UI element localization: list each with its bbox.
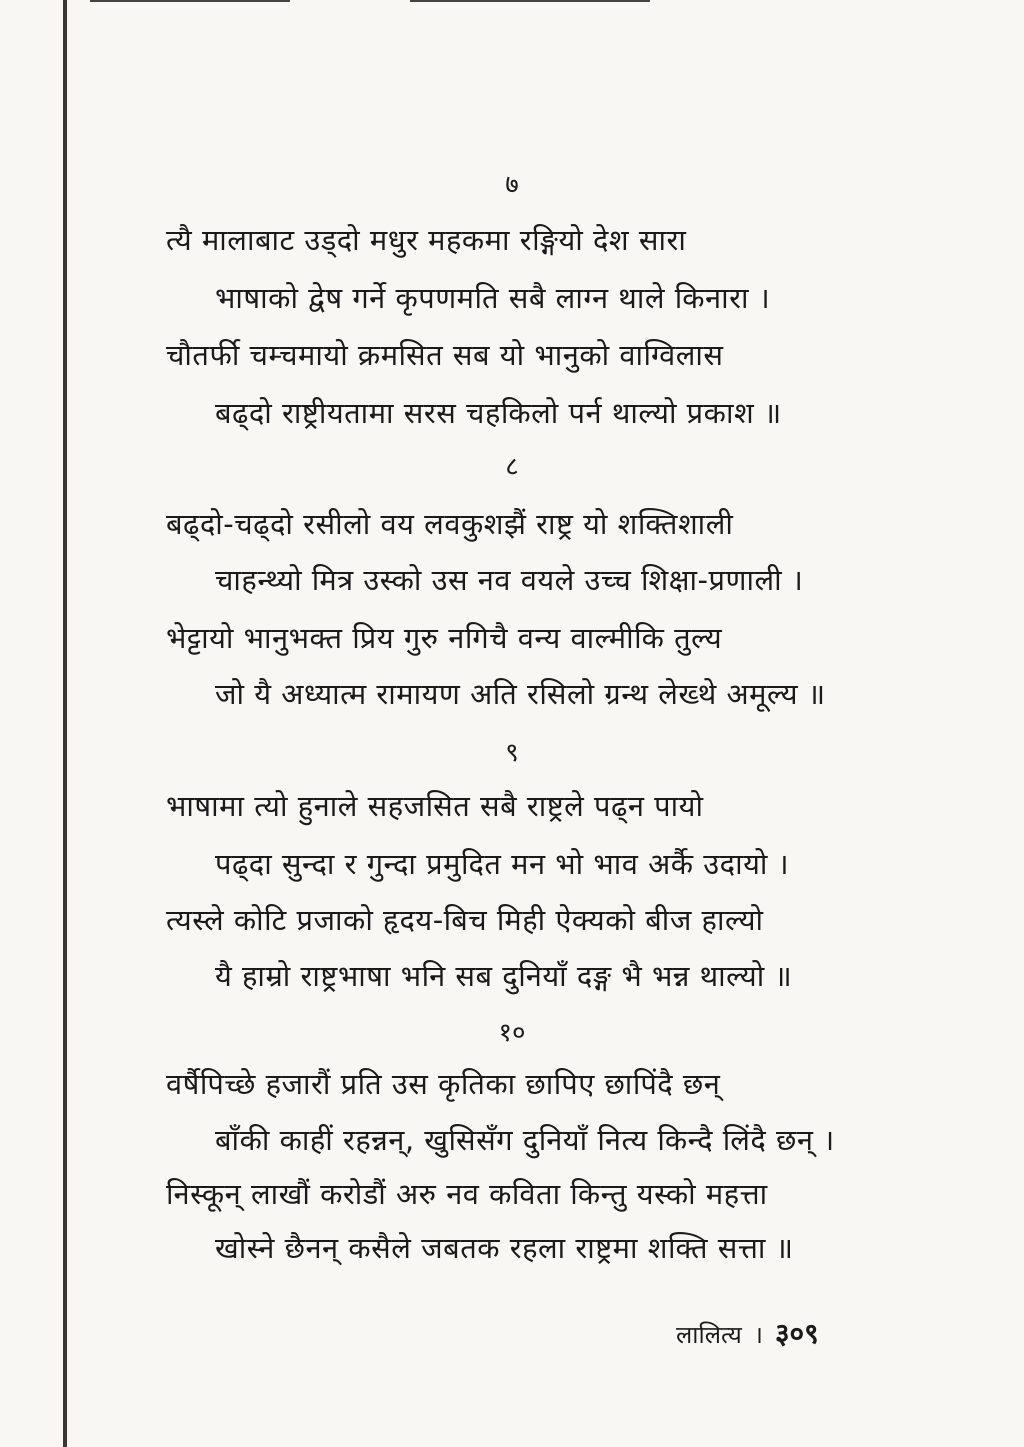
book-title: लालित्य	[676, 1321, 742, 1349]
verse-line: निस्कून् लाखौं करोडौं अरु नव कविता किन्तु यस्को महत्ता	[166, 1177, 768, 1211]
verse-line: भाषामा त्यो हुनाले सहजसित सबै राष्ट्रले पढ्न पायो	[166, 789, 704, 823]
verse-number: ९	[505, 738, 519, 768]
verse-line: जो यै अध्यात्म रामायण अति रसिलो ग्रन्थ लेख्थे अमूल्य ॥	[215, 677, 826, 711]
verse-line: बढ्दो राष्ट्रीयतामा सरस चहकिलो पर्न थाल्यो प्रकाश ॥	[215, 396, 782, 430]
top-rule	[410, 0, 650, 2]
top-rule	[90, 0, 290, 2]
verse-line: यै हाम्रो राष्ट्रभाषा भनि सब दुनियाँ दङ्ग भै भन्न थाल्यो ॥	[215, 959, 793, 993]
verse-line: पढ्दा सुन्दा र गुन्दा प्रमुदित मन भो भाव अर्कै उदायो ।	[215, 847, 790, 881]
verse-number: १०	[498, 1018, 526, 1048]
verse-line: त्यस्ले कोटि प्रजाको हृदय-बिच मिही ऐक्यको बीज हाल्यो	[166, 903, 764, 937]
verse-line: बाँकी काहीं रहन्नन्, खुसिसँग दुनियाँ नित्य किन्दै लिंदै छन् ।	[215, 1123, 835, 1157]
verse-line: भाषाको द्वेष गर्ने कृपणमति सबै लाग्न थाले किनारा ।	[215, 281, 771, 315]
page-number: ३०९	[774, 1317, 819, 1350]
verse-line: खोस्ने छैनन् कसैले जबतक रहला राष्ट्रमा शक्ति सत्ता ॥	[215, 1231, 794, 1265]
verse-line: भेट्टायो भानुभक्त प्रिय गुरु नगिचै वन्य वाल्मीकि तुल्य	[166, 621, 723, 655]
verse-line: चाहन्थ्यो मित्र उस्को उस नव वयले उच्च शिक्षा-प्रणाली ।	[215, 563, 804, 597]
footer-separator: ।	[753, 1321, 763, 1349]
page-footer	[676, 1318, 819, 1351]
verse-number: ७	[505, 170, 519, 200]
verse-number: ८	[505, 452, 519, 482]
page-binding-edge	[63, 0, 67, 1447]
verse-line: वर्षैपिच्छे हजारौं प्रति उस कृतिका छापिए छापिंदै छन्	[166, 1067, 721, 1101]
verse-line: बढ्दो-चढ्दो रसीलो वय लवकुशझैं राष्ट्र यो शक्तिशाली	[166, 507, 734, 541]
verse-line: चौतर्फी चम्चमायो क्रमसित सब यो भानुको वाग्विलास	[166, 338, 724, 372]
verse-line: त्यै मालाबाट उड्दो मधुर महकमा रङ्गियो देश सारा	[166, 223, 687, 257]
